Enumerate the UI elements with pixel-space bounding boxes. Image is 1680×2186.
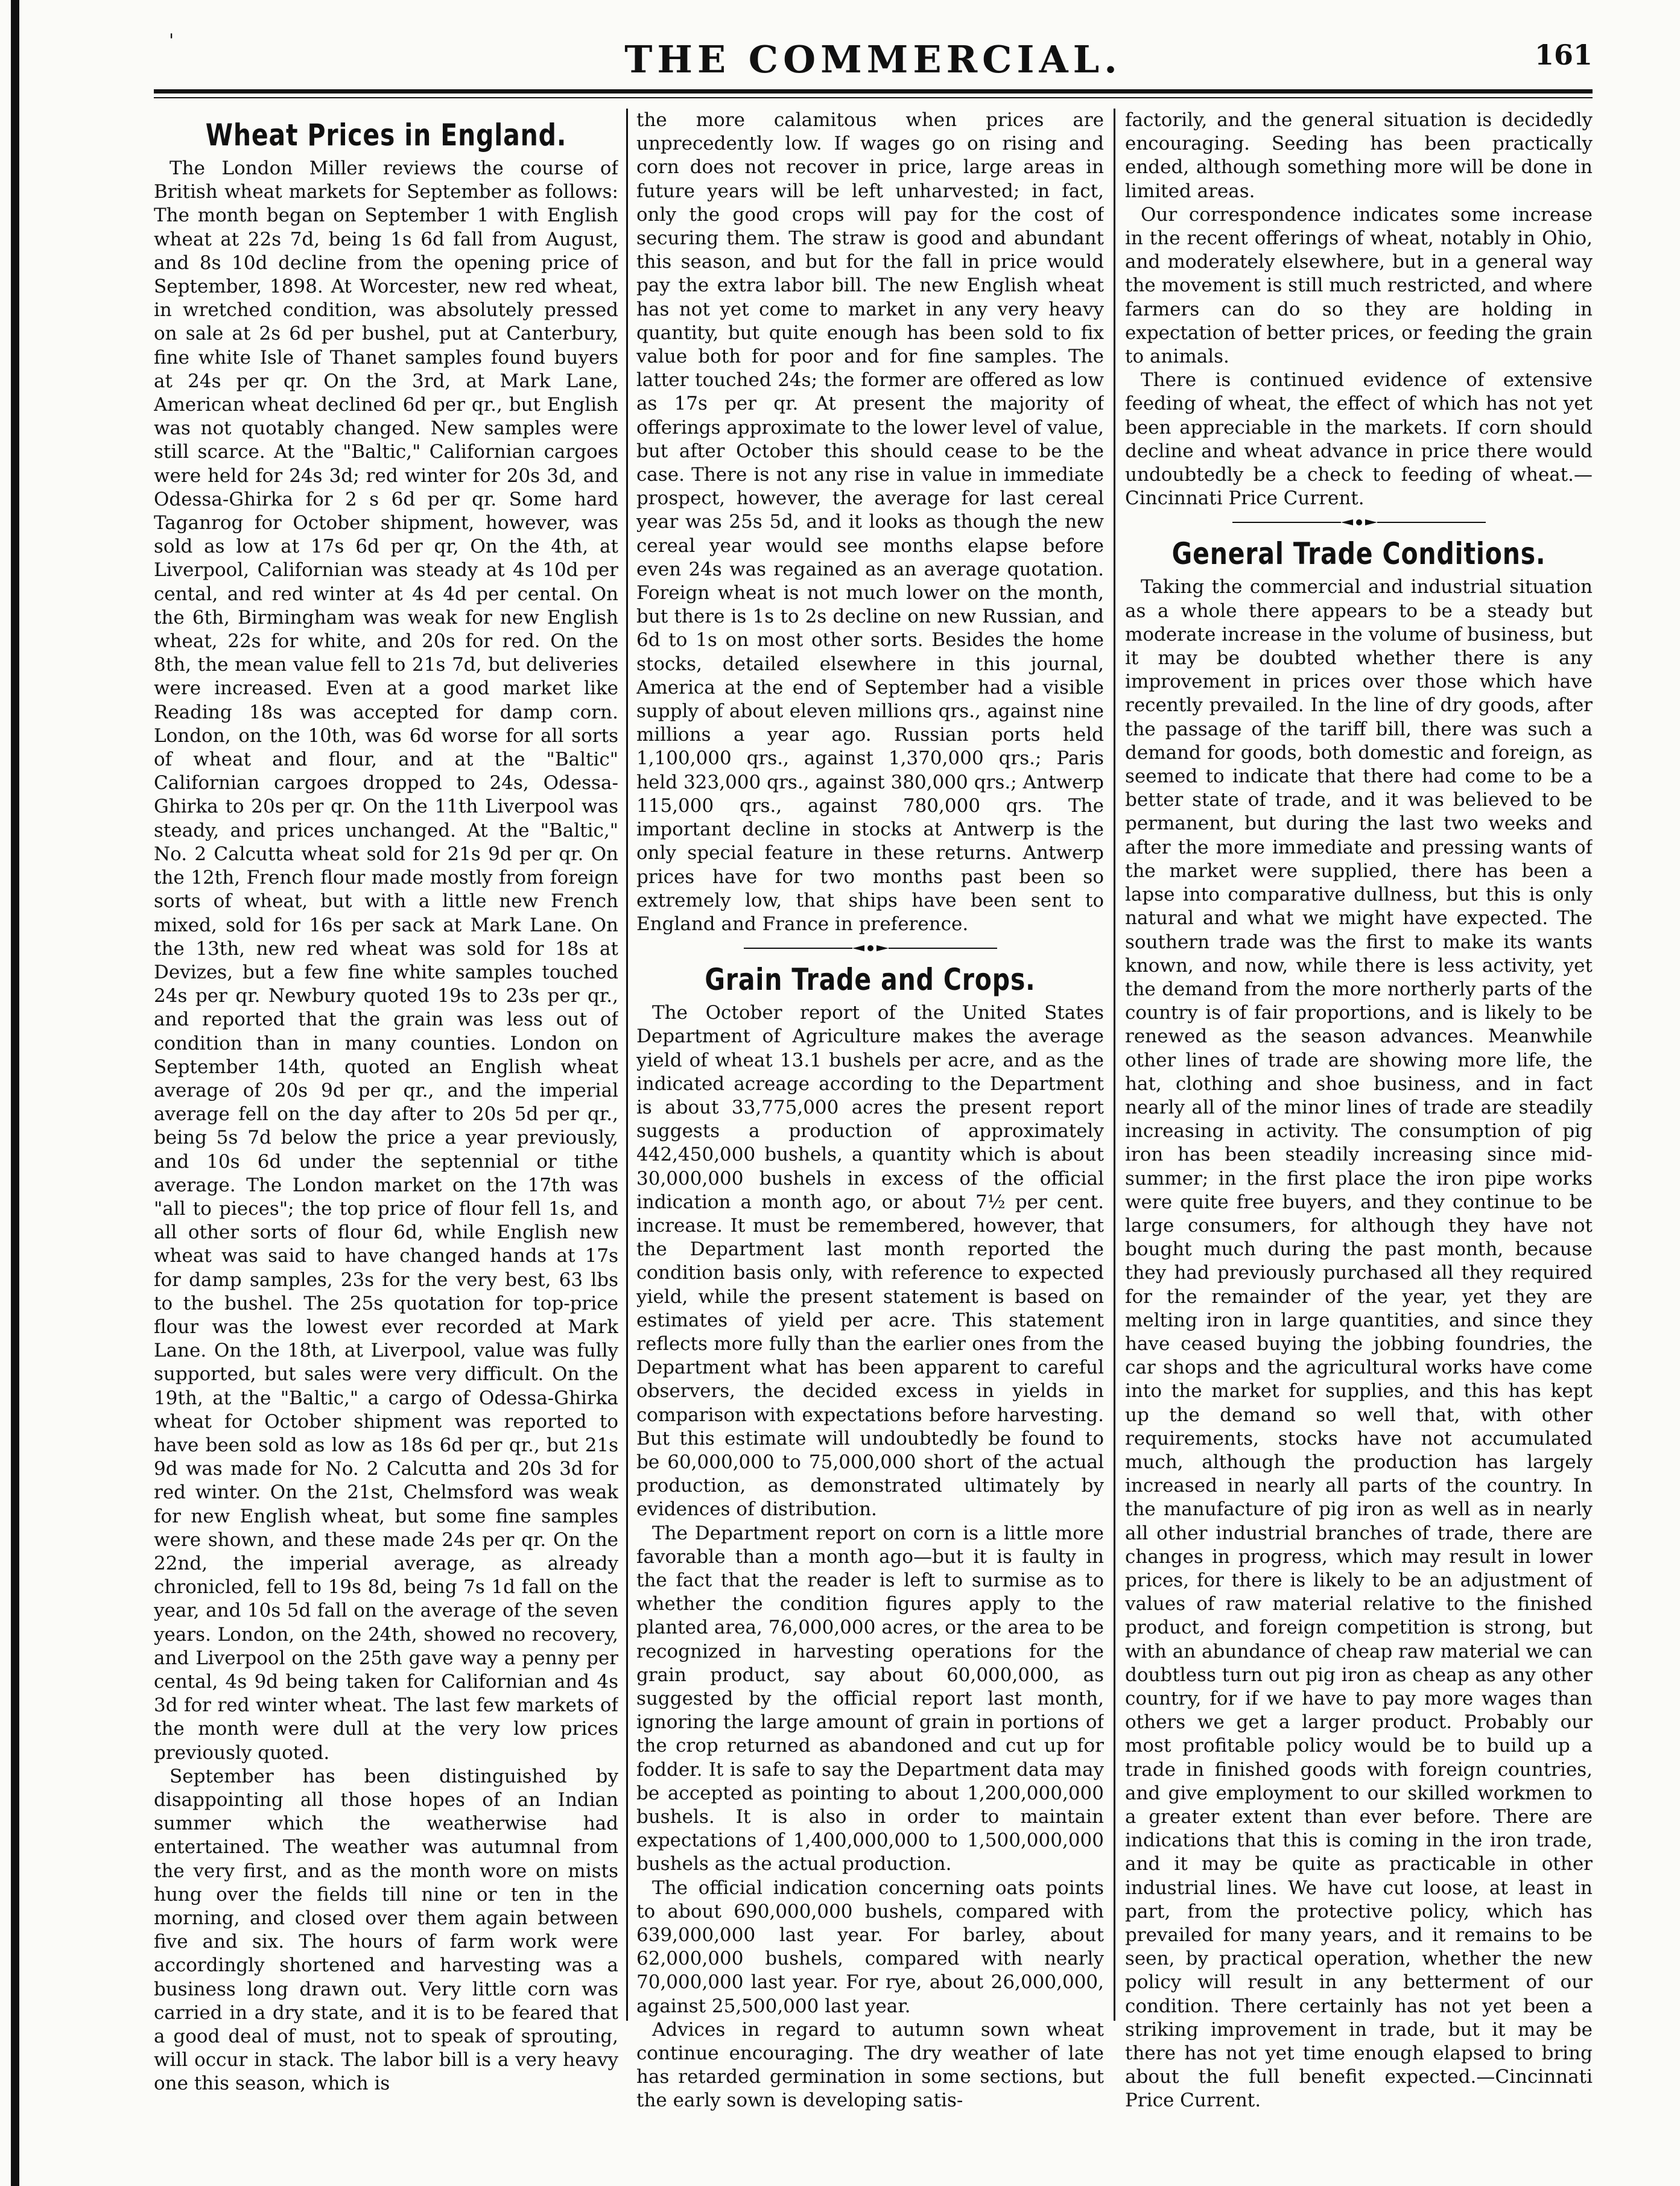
article-paragraph: The October report of the United States Department of Agriculture makes the average yield of wheat 13.1 bushels per acre, and as the indicated acreage according to the Department is about 33,775,000 acres the present report suggests a production of approximately 442,450,000 bushels, a quantity which is about 30,000,000 bushels in excess of the official indication a month ago, or about 7½ per cent. increase. It must be remembered, however, that the Department last month reported the condition basis only, with reference to expected yield, while the present statement is based on estimates of yield per acre. This statement reflects more fully than the earlier ones from the Department what has been apparent to careful observers, the decided excess in yields in comparison with expectations before harvesting. But this estimate will undoubtedly be found to be 60,000,000 to 75,000,000 short of the actual production, as demonstrated ultimately by evidences of distribution. (636, 1002, 1104, 1521)
stray-mark: ' (169, 30, 174, 51)
column-3 (1125, 109, 1593, 2147)
header-rule (154, 89, 1593, 93)
masthead (154, 17, 1593, 92)
page-number: 161 (1534, 39, 1593, 71)
article-paragraph: Taking the commercial and industrial situation as a whole there appears to be a steady but moderate increase in the volume of business, but it may be doubted whether there is any improvement in prices over those which have recently prevailed. In the line of dry goods, after the passage of the tariff bill, there was such a demand for goods, both domestic and foreign, as seemed to indicate that there had come to be a better state of trade, and it was believed to be permanent, but during the last two weeks and after the more immediate and pressing wants of the market were supplied, there has been a lapse into comparative dullness, but this is only natural and what we might have expected. The southern trade was the first to make its wants known, and now, while there is less activity, yet the demand from the more northerly parts of the country is of fair proportions, and is likely to be renewed as the season advances. Meanwhile other lines of trade are showing more life, the hat, clothing and shoe business, and in fact nearly all of the minor lines of trade are steadily increasing in activity. The consumption of pig iron has been steadily increasing since mid-summer; in the first place the iron pipe works were quite free buyers, and they continue to be large consumers, for although they have not bought much during the past month, because they had previously purchased all they required for the remainder of the year, yet they are melting iron in large quantities, and since they have ceased buying the jobbing foundries, the car shops and the agricultural works have come into the market for supplies, and this has kept up the demand so well that, with other requirements, stocks have not accumulated much, although the production has largely increased in nearly all parts of the country. In the manufacture of pig iron as well as in nearly all other industrial branches of trade, there are changes in progress, which may result in lower prices, for there is likely to be an adjustment of values of raw material relative to the finished product, and foreign competition is strong, but with an abundance of cheap raw material we can doubtless turn out pig iron as cheap as any other country, for if we have to pay more wages than others we get a larger product. Probably our most profitable policy would be to build up a trade in finished goods with foreign countries, and give employment to our skilled workmen to a greater extent than ever before. There are indications that this is coming in the iron trade, and it may be quite as practicable in other industrial lines. We have cut loose, at least in part, from the protective policy, which has prevailed for many years, and it remains to be seen, by practical operation, whether the new policy will result in any betterment of our condition. There certainly has not yet been a striking improvement in trade, but it may be there has not yet time enough elapsed to bring about the full benefit expected.—Cincinnati Price Current. (1125, 576, 1593, 2112)
ornamental-separator (744, 943, 997, 953)
article-continuation-wheat: the more calamitous when prices are unprecedently low. If wages go on rising and corn does not recover in price, large areas in future years will be left unharvested; in fact, only the good crops will pay for the cost of securing them. The straw is good and abundant this season, and but for the fall in price would pay the extra labor bill. The new English wheat has not yet come to market in any very heavy quantity, but quite enough has been sold to fix value both for poor and for fine samples. The latter touched 24s; the former are offered as low as 17s per qr. At present the majority of offerings approximate to the lower level of value, but after October this should cease to be the case. There is not any rise in value in immediate prospect, however, the average for last cereal year was 25s 5d, and it looks as though the new cereal year would see months elapse before even 24s was regained as an average quotation. Foreign wheat is not much lower on the month, but there is 1s to 2s decline on new Russian, and 6d to 1s on most other sorts. Besides the home stocks, detailed elsewhere in this journal, America at the end of September had a visible supply of about eleven millions qrs., against nine millions a year ago. Russian ports held 1,100,000 qrs., against 1,370,000 qrs.; Paris held 323,000 qrs., against 380,000 qrs.; Antwerp 115,000 qrs., against 780,000 qrs. The important decline in stocks at Antwerp is the only special feature in these returns. Antwerp prices have for two months past been so extremely low, that ships have been sent to England and France in preference. (636, 109, 1104, 935)
article-paragraph: The Department report on corn is a little more favorable than a month ago—but it is faulty in the fact that the reader is left to surmise as to whether the condition figures apply to the planted area, 76,000,000 acres, or the area to be recognized in harvesting operations for the grain product, say about 60,000,000, as suggested by the official report last month, ignoring the large amount of grain in portions of the crop returned as abandoned and cut up for fodder. It is safe to say the Department data may be accepted as pointing to about 1,200,000,000 bushels. It is also in order to maintain expectations of 1,400,000,000 to 1,500,000,000 bushels as the actual production. (636, 1522, 1104, 1875)
column-1 (154, 109, 618, 2147)
column-rule (626, 109, 628, 2021)
article-paragraph: The London Miller reviews the course of British wheat markets for September as follows: The month began on September 1 with English wheat at 22s 7d, being 1s 6d fall from August, and 8s 10d decline from the opening price of September, 1898. At Worcester, new red wheat, in wretched condition, was absolutely pressed on sale at 2s 6d per bushel, put at Canterbury, fine white Isle of Thanet samples found buyers at 24s per qr. On the 3rd, at Mark Lane, American wheat declined 6d per qr., but English was not quotably changed. New samples were still scarce. At the "Baltic," Californian cargoes were held for 24s 3d; red winter for 20s 3d, and Odessa-Ghirka for 2 s 6d per qr. Some hard Taganrog for October shipment, however, was sold as low at 17s 6d per qr, On the 4th, at Liverpool, Californian was steady at 4s 10d per cental, and red winter at 4s 4d per cental. On the 6th, Birmingham was weak for new English wheat, 22s for white, and 20s for red. On the 8th, the mean value fell to 21s 7d, but deliveries were increased. Even at a good market like Reading 18s was accepted for damp corn. London, on the 10th, was 6d worse for all sorts of wheat and flour, and at the "Baltic" Californian cargoes dropped to 24s, Odessa-Ghirka to 20s per qr. On the 11th Liverpool was steady, and prices unchanged. At the "Baltic," No. 2 Calcutta wheat sold for 21s 9d per qr. On the 12th, French flour made mostly from foreign sorts of wheat, but with a little new French mixed, sold for 16s per sack at Mark Lane. On the 13th, new red wheat was sold for 18s at Devizes, but a few fine white samples touched 24s per qr. Newbury quoted 19s to 23s per qr., and reported that the grain was less out of condition than in many counties. London on September 14th, quoted an English wheat average of 20s 9d per qr., and the imperial average fell on the day after to 20s 5d per qr., being 5s 7d below the price a year previously, and 10s 6d under the septennial or tithe average. The London market on the 17th was "all to pieces"; the top price of flour fell 1s, and all other sorts of flour 6d, while English new wheat was said to have changed hands at 17s for damp samples, 23s for the very best, 63 lbs to the bushel. The 25s quotation for top-price flour was the lowest ever recorded at Mark Lane. On the 18th, at Liverpool, value was fully supported, but sales were very difficult. On the 19th, at the "Baltic," a cargo of Odessa-Ghirka wheat for October shipment was reported to have been sold as low as 18s 6d per qr., but 21s 9d was made for No. 2 Calcutta and 20s 3d for red winter. On the 21st, Chelmsford was weak for new English wheat, but some fine samples were shown, and these made 24s per qr. On the 22nd, the imperial average, as already chronicled, fell to 19s 8d, being 7s 1d fall on the year, and 10s 5d fall on the average of the seven years. London, on the 24th, showed no recovery, and Liverpool on the 25th gave way a penny per cental, 4s 9d being taken for Californian and 4s 3d for red winter wheat. The last few markets of the month were dull at the very low prices previously quoted. (154, 157, 618, 1764)
column-rule (1114, 109, 1115, 2021)
ornamental-separator (1232, 518, 1486, 527)
newspaper-title: THE COMMERCIAL. (624, 37, 1122, 81)
article-paragraph: Our correspondence indicates some increase in the recent offerings of wheat, notably in Ohio, and moderately elsewhere, but in a general way the movement is still much restricted, and where farmers can do so they are holding in expectation of better prices, or feeding the grain to animals. (1125, 203, 1593, 368)
article-paragraph: The official indication concerning oats points to about 690,000,000 bushels, compared with 639,000,000 last year. For barley, about 62,000,000 bushels, compared with nearly 70,000,000 last year. For rye, about 26,000,000, against 25,500,000 last year. (636, 1877, 1104, 2017)
article-headline-trade: General Trade Conditions. (1171, 536, 1546, 572)
article-paragraph: There is continued evidence of extensive feeding of wheat, the effect of which has not yet been appreciable in the markets. If corn should decline and wheat advance in price there would undoubtedly be a check to feeding of wheat.—Cincinnati Price Current. (1125, 369, 1593, 510)
article-paragraph: Advices in regard to autumn sown wheat continue encouraging. The dry weather of late has retarded germination in some sections, but the early sown is developing satis- (636, 2018, 1104, 2112)
article-headline-grain: Grain Trade and Crops. (705, 962, 1036, 998)
article-headline-wheat: Wheat Prices in England. (205, 118, 567, 153)
header-rule-thin (154, 97, 1593, 98)
article-continuation-grain: factorily, and the general situation is decidedly encouraging. Seeding has been practically ended, although something more will be done in limited areas. (1125, 109, 1593, 202)
column-2 (636, 109, 1104, 2147)
article-paragraph: September has been distinguished by disappointing all those hopes of an Indian summer which the weatherwise had entertained. The weather was autumnal from the very first, and as the month wore on mists hung over the fields till nine or ten in the morning, and closed over them again between five and six. The hours of farm work were accordingly shortened and harvesting was a business long drawn out. Very little corn was carried in a dry state, and it is to be feared that a good deal of must, not to speak of sprouting, will occur in stack. The labor bill is a very heavy one this season, which is (154, 1765, 618, 2095)
page-edge-rule (11, 0, 19, 2186)
